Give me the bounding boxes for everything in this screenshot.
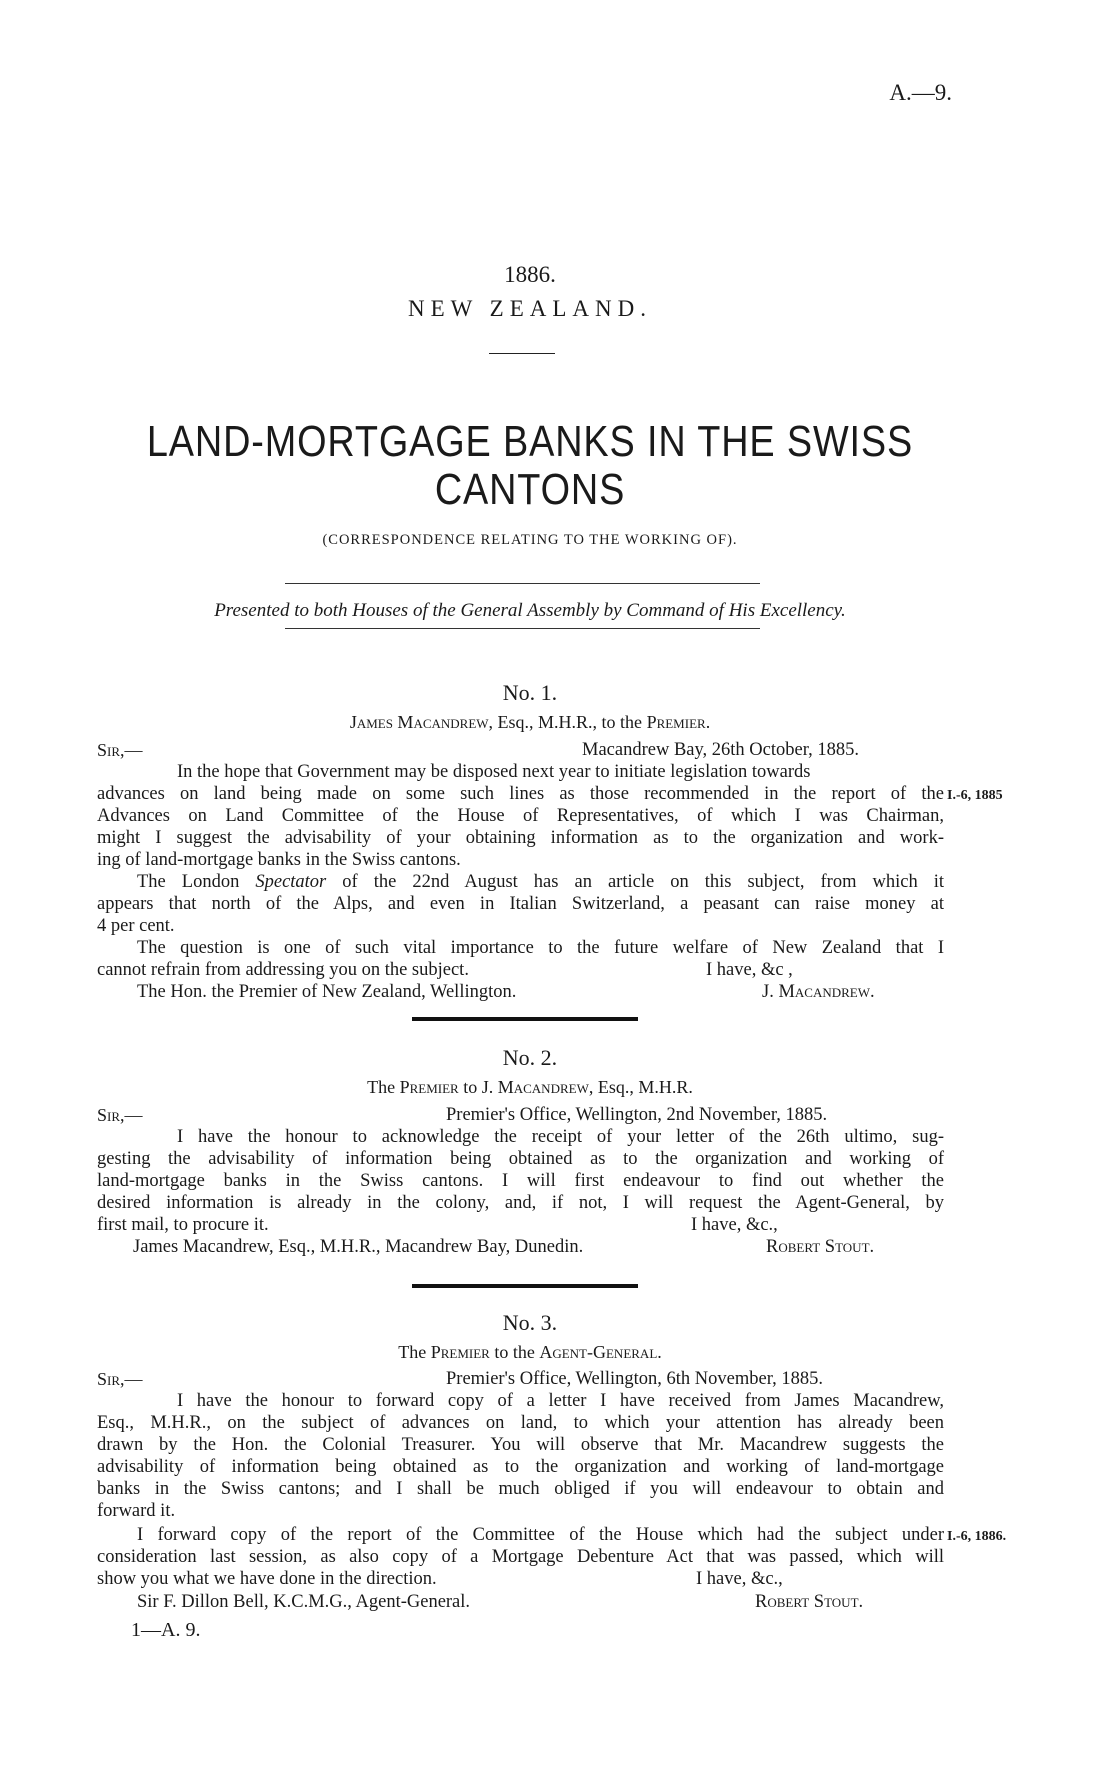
letter-3-para-2-line-3: show you what we have done in the direction. — [97, 1569, 437, 1589]
letter-1-closing: I have, &c , — [706, 960, 793, 980]
letter-3-closing: I have, &c., — [696, 1569, 783, 1589]
title-line-2: CANTONS — [434, 465, 626, 514]
letter-1-margin-note: I.-6, 1885 — [947, 788, 1003, 803]
letter-2-line-4: desired information is already in the colony, and, if not, I will request the Agent-General, by — [97, 1193, 944, 1213]
letter-3-line-3: drawn by the Hon. the Colonial Treasurer. You will observe that Mr. Macandrew suggests the — [97, 1435, 944, 1455]
title-line-1: LAND-MORTGAGE BANKS IN THE SWISS — [146, 417, 914, 466]
letter-1-heading: James Macandrew, Esq., M.H.R., to the Premier. — [349, 712, 711, 732]
letter-3-signature: Robert Stout. — [755, 1592, 864, 1612]
subtitle: (CORRESPONDENCE RELATING TO THE WORKING OF). — [322, 532, 738, 548]
page-reference: A.—9. — [889, 80, 952, 105]
letter-3-margin-note: I.-6, 1886. — [947, 1529, 1007, 1544]
letter-1-para-2-line-1: The London Spectator of the 22nd August has an article on this subject, from which it — [137, 872, 945, 892]
letter-1-para-2-line-3: 4 per cent. — [97, 916, 175, 936]
letter-3-para-2-line-2: consideration last session, as also copy of a Mortgage Debenture Act that was passed, which will — [97, 1547, 944, 1567]
letter-1-line-1: In the hope that Government may be disposed next year to initiate legislation towards — [177, 762, 811, 782]
letter-2-closing: I have, &c., — [691, 1215, 778, 1235]
letter-2-heading: The Premier to J. Macandrew, Esq., M.H.R. — [367, 1077, 693, 1097]
letter-3-line-1: I have the honour to forward copy of a letter I have received from James Macandrew, — [177, 1391, 944, 1411]
letter-2-line-3: land-mortgage banks in the Swiss cantons. I will first endeavour to find out whether the — [97, 1171, 944, 1191]
year: 1886. — [504, 262, 556, 287]
rule-above-presented — [285, 583, 760, 584]
letter-3-heading: The Premier to the Agent-General. — [398, 1342, 662, 1362]
letter-1-line-2: advances on land being made on some such lines as those recommended in the report of the — [97, 784, 944, 804]
letter-2-line-5: first mail, to procure it. — [97, 1215, 269, 1235]
presented-line: Presented to both Houses of the General Assembly by Command of His Excellency. — [214, 600, 846, 621]
letter-2-line-2: gesting the advisability of information being obtained as to the organization and working of — [97, 1149, 944, 1169]
letter-1-place-date: Macandrew Bay, 26th October, 1885. — [582, 740, 860, 760]
letter-3-line-2: Esq., M.H.R., on the subject of advances on land, to which your attention has already been — [97, 1413, 944, 1433]
letter-1-end-rule — [412, 1017, 638, 1021]
letter-2-addressee: James Macandrew, Esq., M.H.R., Macandrew Bay, Dunedin. — [133, 1237, 584, 1257]
letter-2-line-1: I have the honour to acknowledge the receipt of your letter of the 26th ultimo, sug- — [177, 1127, 944, 1147]
letter-1-addressee: The Hon. the Premier of New Zealand, Wellington. — [137, 982, 517, 1002]
letter-1-line-5: ing of land-mortgage banks in the Swiss cantons. — [97, 850, 461, 870]
letter-2-salutation: Sir,— — [97, 1105, 143, 1125]
letter-2-signature: Robert Stout. — [766, 1237, 875, 1257]
letter-3-line-5: banks in the Swiss cantons; and I shall be much obliged if you will endeavour to obtain and — [97, 1479, 944, 1499]
letter-2-place-date: Premier's Office, Wellington, 2nd November, 1885. — [446, 1105, 828, 1125]
letter-1-signature: J. Macandrew. — [762, 982, 875, 1002]
country: NEW ZEALAND. — [407, 296, 653, 321]
letter-3-number: No. 3. — [502, 1310, 558, 1335]
letter-1-para-3-line-2: cannot refrain from addressing you on the subject. — [97, 960, 469, 980]
letter-3-para-2-line-1: I forward copy of the report of the Committee of the House which had the subject under — [137, 1525, 944, 1545]
letter-3-line-6: forward it. — [97, 1501, 176, 1521]
letter-3-salutation: Sir,— — [97, 1369, 143, 1389]
letter-1-para-3-line-1: The question is one of such vital importance to the future welfare of New Zealand that I — [137, 938, 944, 958]
letter-3-place-date: Premier's Office, Wellington, 6th November, 1885. — [446, 1369, 824, 1389]
letter-1-line-3: Advances on Land Committee of the House of Representatives, of which I was Chairman, — [97, 806, 944, 826]
letter-1-line-4: might I suggest the advisability of your obtaining information as to the organization and work- — [97, 828, 944, 848]
letter-1-number: No. 1. — [502, 680, 558, 705]
letter-3-line-4: advisability of information being obtained as to the organization and working of land-mortgage — [97, 1457, 944, 1477]
footer-reference: 1—A. 9. — [131, 1619, 201, 1641]
title-divider — [489, 353, 555, 354]
letter-3-addressee: Sir F. Dillon Bell, K.C.M.G., Agent-General. — [137, 1592, 471, 1612]
letter-2-number: No. 2. — [502, 1045, 558, 1070]
rule-below-presented — [285, 628, 760, 629]
letter-2-end-rule — [412, 1284, 638, 1288]
document-title — [74, 418, 986, 514]
letter-1-para-2-line-2: appears that north of the Alps, and even in Italian Switzerland, a peasant can raise money at — [97, 894, 944, 914]
letter-1-salutation: Sir,— — [97, 740, 143, 760]
